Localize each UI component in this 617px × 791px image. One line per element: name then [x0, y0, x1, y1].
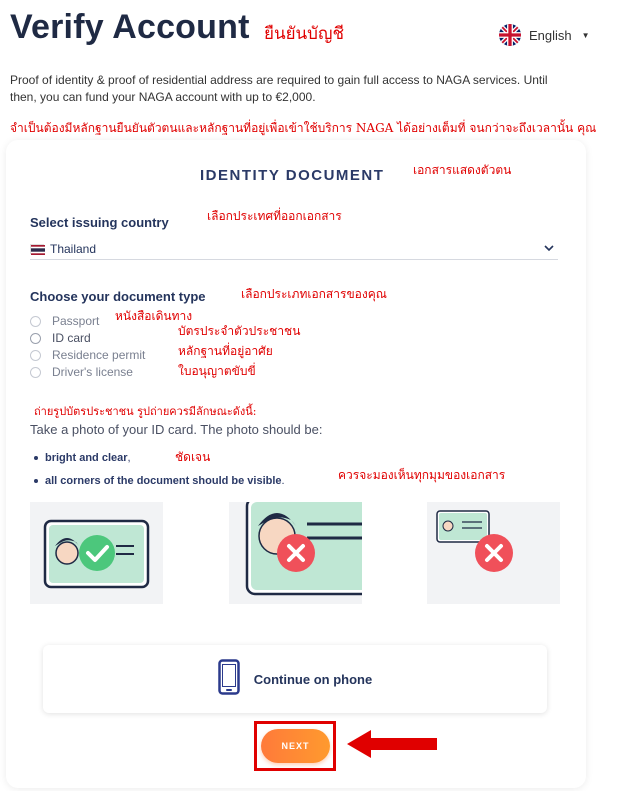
option-passport-label: Passport [52, 314, 100, 328]
radio-residence-permit[interactable] [30, 350, 41, 361]
page-title: Verify Account [10, 8, 250, 46]
doctype-label-translation: เลือกประเภทเอกสารของคุณ [241, 287, 387, 301]
bullet-dot [34, 479, 38, 483]
photo-instruction: Take a photo of your ID card. The photo should be: [30, 422, 323, 437]
bullet-dot [34, 456, 38, 460]
bullet-bright-text: bright and clear [45, 452, 128, 464]
country-select[interactable] [30, 239, 558, 260]
continue-on-phone-label: Continue on phone [253, 671, 373, 687]
continue-on-phone-button[interactable] [43, 645, 547, 713]
intro-text-translation: จำเป็นต้องมีหลักฐานยืนยันตัวตนและหลักฐานที่อยู่เพื่อเข้าใช้บริการ NAGA ได้อย่างเต็มที่ จนกว่าจะถึงเวลานั้น คุณ [10, 121, 597, 135]
example-too-far-photo [427, 502, 560, 604]
option-drivers-license-label: Driver's license [52, 365, 133, 379]
phone-icon [218, 659, 240, 700]
option-id-card[interactable] [30, 331, 91, 345]
country-label: Select issuing country [30, 215, 169, 230]
language-selector[interactable] [499, 24, 590, 46]
thailand-flag-icon [30, 244, 44, 254]
example-too-close-photo [229, 502, 362, 604]
bullet-corners-suffix: . [281, 475, 285, 487]
bullet-bright [34, 452, 131, 464]
option-passport[interactable] [30, 314, 99, 328]
pointing-arrow-icon [347, 729, 439, 764]
option-residence-permit-label: Residence permit [52, 348, 146, 362]
country-value: Thailand [50, 242, 97, 256]
next-button[interactable]: NEXT [261, 729, 330, 763]
chevron-down-icon [544, 242, 554, 252]
option-residence-translation: หลักฐานที่อยู่อาศัย [178, 344, 273, 358]
option-drivers-license[interactable] [30, 365, 133, 379]
bullet-bright-suffix: , [127, 452, 131, 464]
radio-drivers-license[interactable] [30, 367, 41, 378]
country-label-translation: เลือกประเทศที่ออกเอกสาร [207, 209, 342, 223]
option-id-card-translation: บัตรประจำตัวประชาชน [178, 324, 301, 338]
doctype-label: Choose your document type [30, 289, 206, 304]
example-good-photo [30, 502, 163, 604]
option-passport-translation: หนังสือเดินทาง [115, 309, 193, 323]
section-title: IDENTITY DOCUMENT [200, 167, 385, 184]
section-title-translation: เอกสารแสดงตัวตน [413, 163, 512, 177]
bullet-corners-text: all corners of the document should be visible [45, 475, 282, 487]
bullet-bright-translation: ชัดเจน [175, 450, 211, 464]
bullet-corners-translation: ควรจะมองเห็นทุกมุมของเอกสาร [338, 468, 506, 482]
language-label: English [529, 27, 572, 43]
photo-instruction-translation: ถ่ายรูปบัตรประชาชน รูปถ่ายควรมีลักษณะดังนี้: [34, 405, 257, 418]
radio-id-card[interactable] [30, 333, 41, 344]
caret-down-icon: ▼ [581, 30, 590, 40]
option-id-card-label: ID card [52, 331, 91, 345]
intro-text: Proof of identity & proof of residential address are required to gain full access to NAGA services. Until then, you can fund your NAGA account with up to €2,000. [10, 73, 548, 104]
option-residence-permit[interactable] [30, 348, 145, 362]
radio-passport[interactable] [30, 316, 41, 327]
option-license-translation: ใบอนุญาตขับขี่ [178, 364, 256, 378]
uk-flag-icon [499, 24, 521, 46]
page-title-translation: ยืนยันบัญชี [264, 24, 344, 44]
bullet-corners [34, 475, 285, 487]
